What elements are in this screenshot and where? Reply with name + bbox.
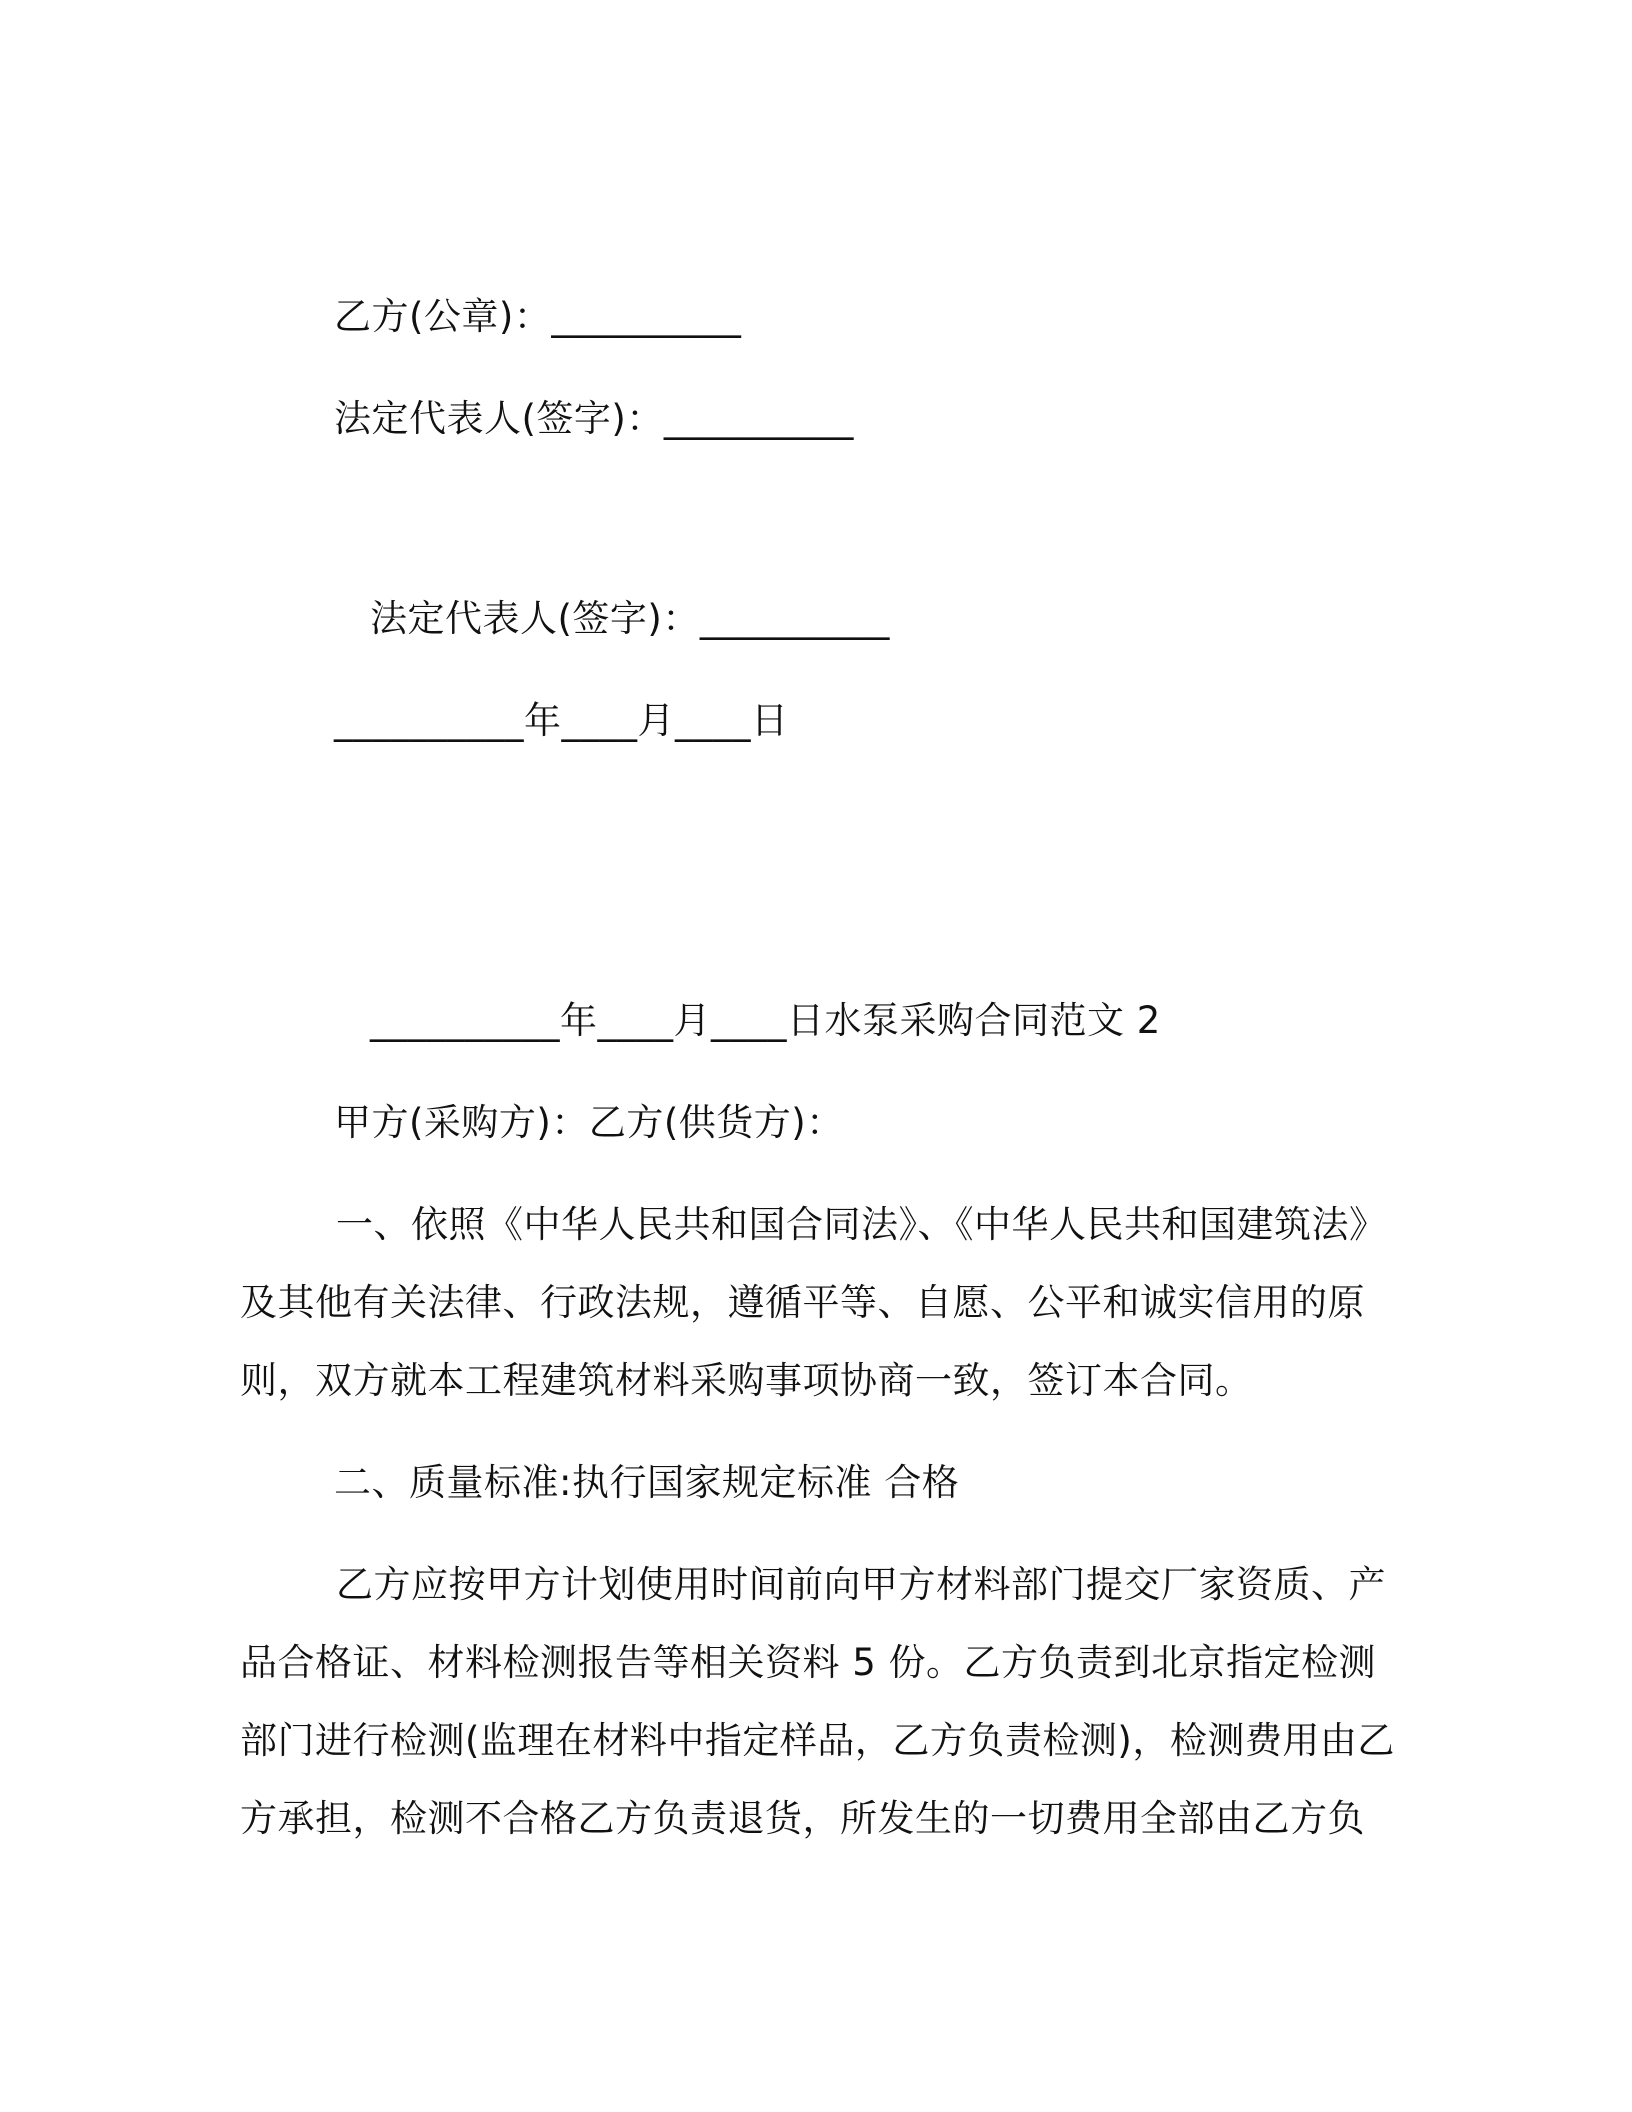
parties-line: 甲方(采购方)：乙方(供货方)： (334, 1101, 844, 1144)
clause-two-detail-paragraph: 乙方应按甲方计划使用时间前向甲方材料部门提交厂家资质、产品合格证、材料检测报告等相关资料 5 份。乙方负责到北京指定检测部门进行检测(监理在材料中指定样品，乙方负责检测)，检测费用由乙方承担，检测不合格乙方负责退货，所发生的一切费用全部由乙方负 (240, 1563, 1395, 1840)
party-b-seal-line: 乙方(公章)：__________ (334, 295, 742, 338)
contract-title: __________年____月____日水泵采购合同范文 2 (370, 999, 1161, 1042)
legal-representative-signature-line-2: 法定代表人(签字)：__________ (370, 597, 890, 640)
clause-two-heading: 二、质量标准:执行国家规定标准 合格 (334, 1461, 960, 1504)
clause-one-paragraph: 一、依照《中华人民共和国合同法》、《中华人民共和国建筑法》及其他有关法律、行政法规，遵循平等、自愿、公平和诚实信用的原则，双方就本工程建筑材料采购事项协商一致，签订本合同。 (240, 1203, 1387, 1402)
legal-representative-signature-line: 法定代表人(签字)：__________ (334, 397, 854, 440)
signature-date-line: __________年____月____日 (334, 699, 789, 742)
